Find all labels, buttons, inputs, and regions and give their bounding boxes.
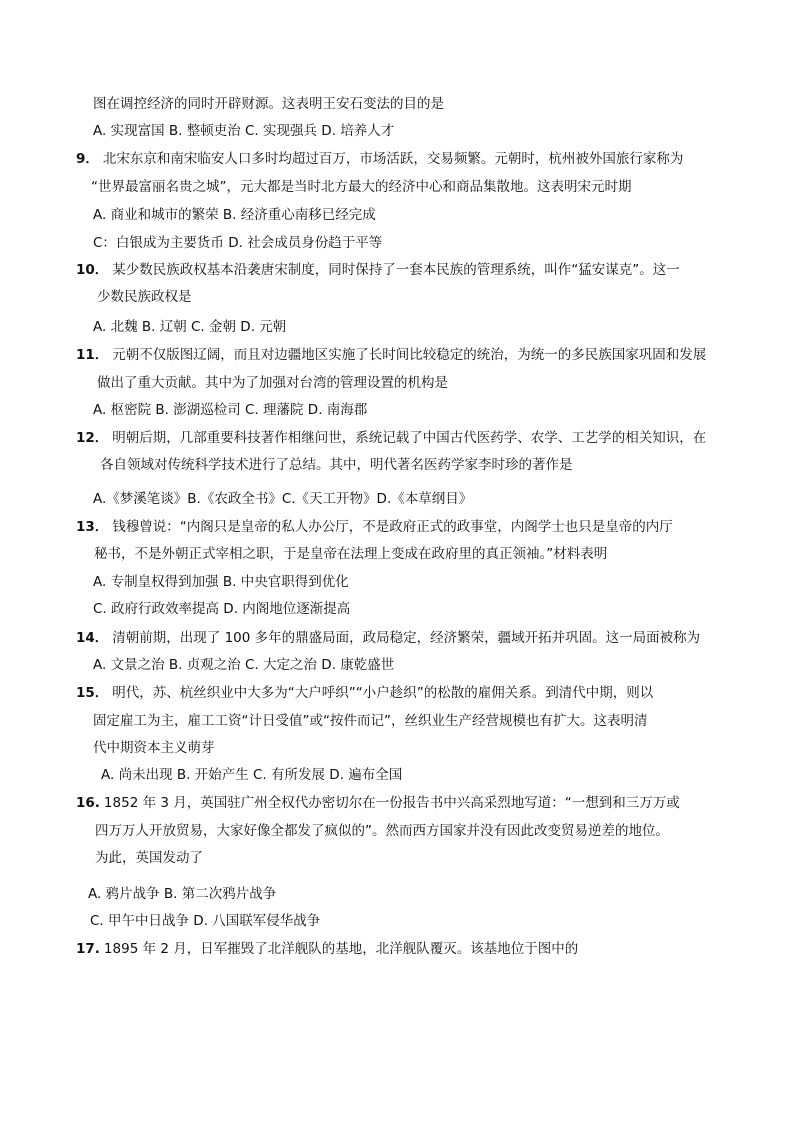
- q15-stem-line-2: 固定雇工为主，雇工工资“计日受值”或“按件而记”，丝织业生产经营规模也有扩大。这表明清: [93, 713, 648, 729]
- q15-number: 15．: [76, 685, 109, 701]
- q12-number: 12．: [76, 430, 109, 446]
- q10-number: 10．: [76, 262, 109, 278]
- q9-number: 9．: [76, 151, 99, 167]
- q8-options-line-1: A. 实现富国 B. 整顿吏治 C. 实现强兵 D. 培养人才: [93, 123, 395, 139]
- q9-stem-line-2: “世界最富丽名贵之城”，元大都是当时北方最大的经济中心和商品集散地。这表明宋元时期: [91, 179, 632, 195]
- q13-stem-line-1: 钱穆曾说：“内阁只是皇帝的私人办公厅，不是政府正式的政事堂，内阁学士也只是皇帝的内厅: [112, 519, 673, 535]
- q15-stem-line-1: 明代，苏、杭丝织业中大多为“大户呼织”“小户趁织”的松散的雇佣关系。到清代中期，则以: [112, 685, 654, 701]
- q11-number: 11．: [76, 347, 109, 363]
- q13-number: 13．: [76, 519, 109, 535]
- q16-stem-line-1: 1852 年 3 月，英国驻广州全权代办密切尔在一份报告书中兴高采烈地写道：“一想到和三万万或: [103, 795, 680, 811]
- q12-stem-line-1: 明朝后期，几部重要科技著作相继问世，系统记载了中国古代医药学、农学、工艺学的相关知识，在: [112, 430, 707, 446]
- q16-stem-line-2: 四万万人开放贸易，大家好像全都发了疯似的”。然而西方国家并没有因此改变贸易逆差的地位。: [95, 823, 669, 839]
- q15: [76, 684, 653, 702]
- q10-stem-line-2: 少数民族政权是: [97, 289, 192, 305]
- q11-stem-line-1: 元朝不仅版图辽阔，而且对边疆地区实施了长时间比较稳定的统治，为统一的多民族国家巩固和发展: [112, 347, 707, 363]
- q11-stem-line-2: 做出了重大贡献。其中为了加强对台湾的管理设置的机构是: [97, 375, 448, 391]
- q16-options-line-1: A. 鸦片战争 B. 第二次鸦片战争: [88, 886, 277, 902]
- q16-options-line-2: C. 甲午中日战争 D. 八国联军侵华战争: [90, 913, 321, 929]
- q13-stem-line-2: 秘书，不是外朝正式宰相之职，于是皇帝在法理上变成在政府里的真正领袖。”材料表明: [94, 546, 608, 562]
- q12-stem-line-2: 各自领域对传统科学技术进行了总结。其中，明代著名医药学家李时珍的著作是: [100, 457, 573, 473]
- q12-options-line-1: A.《梦溪笔谈》B.《农政全书》C.《天工开物》D.《本草纲目》: [93, 491, 473, 507]
- q9: [76, 150, 683, 168]
- q14-stem-line-1: 清朝前期，出现了 100 多年的鼎盛局面，政局稳定，经济繁荣，疆域开拓并巩固。这一局面被称为: [112, 630, 701, 646]
- q13-options-line-2: C. 政府行政效率提高 D. 内阁地位逐渐提高: [93, 601, 351, 617]
- q8-stem-line-1: 图在调控经济的同时开辟财源。这表明王安石变法的目的是: [93, 96, 444, 112]
- q16-stem-line-3: 为此，英国发动了: [95, 850, 203, 866]
- q10-stem-line-1: 某少数民族政权基本沿袭唐宋制度，同时保持了一套本民族的管理系统，叫作“猛安谋克”。这一: [112, 262, 680, 278]
- q12: [76, 429, 706, 447]
- q9-options-line-2: C：白银成为主要货币 D. 社会成员身份趋于平等: [93, 235, 383, 251]
- q14: [76, 629, 700, 647]
- q15-stem-line-3: 代中期资本主义萌芽: [93, 740, 215, 756]
- q10-options-line-1: A. 北魏 B. 辽朝 C. 金朝 D. 元朝: [93, 319, 287, 335]
- q11: [76, 346, 706, 364]
- q10: [76, 261, 680, 279]
- q11-options-line-1: A. 枢密院 B. 澎湖巡检司 C. 理藩院 D. 南海郡: [93, 402, 368, 418]
- q14-options-line-1: A. 文景之治 B. 贞观之治 C. 大定之治 D. 康乾盛世: [93, 657, 395, 673]
- q14-number: 14．: [76, 630, 109, 646]
- q15-options-line-1: A. 尚未出现 B. 开始产生 C. 有所发展 D. 遍布全国: [101, 767, 403, 783]
- q17-stem-line-1: 1895 年 2 月，日军摧毁了北洋舰队的基地，北洋舰队覆灭。该基地位于图中的: [103, 941, 579, 957]
- q17: [76, 940, 578, 958]
- q17-number: 17.: [76, 941, 100, 957]
- q16: [76, 794, 680, 812]
- q9-stem-line-1: 北宋东京和南宋临安人口多时均超过百万，市场活跃，交易频繁。元朝时，杭州被外国旅行家称为: [102, 151, 684, 167]
- q13-options-line-1: A. 专制皇权得到加强 B. 中央官职得到优化: [93, 574, 349, 590]
- q16-number: 16.: [76, 795, 100, 811]
- q9-options-line-1: A. 商业和城市的繁荣 B. 经济重心南移已经完成: [93, 207, 376, 223]
- q13: [76, 518, 673, 536]
